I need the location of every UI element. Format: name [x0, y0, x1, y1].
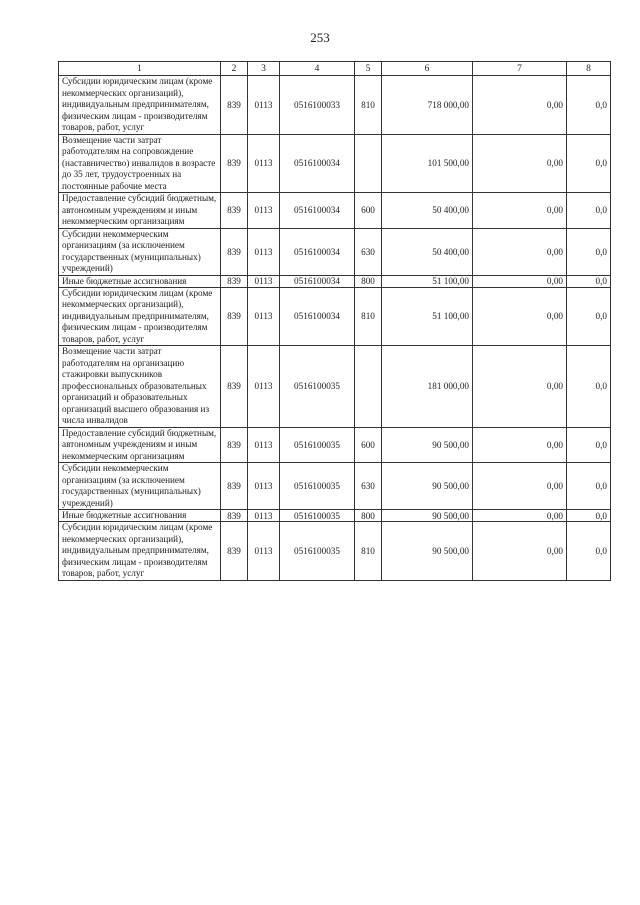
expense-type: 630 — [355, 228, 382, 275]
section-code: 0113 — [248, 275, 280, 287]
table-row — [59, 76, 611, 135]
amount-col7: 0,00 — [473, 510, 567, 522]
section-code: 0113 — [248, 463, 280, 510]
amount: 51 100,00 — [382, 275, 473, 287]
target-article: 0516100035 — [280, 427, 355, 463]
table-row — [59, 275, 611, 287]
amount-col7: 0,00 — [473, 463, 567, 510]
amount-col7: 0,00 — [473, 346, 567, 428]
row-name: Субсидии некоммерческим организациям (за исключением государственных (муниципальных) учреждений) — [59, 228, 221, 275]
row-name: Возмещение части затрат работодателям на сопровождение (наставничество) инвалидов в возрасте до 35 лет, трудоустроенных на постоянные рабочие места — [59, 134, 221, 193]
table-row — [59, 522, 611, 581]
ministry-code: 839 — [221, 346, 248, 428]
table-row — [59, 427, 611, 463]
target-article: 0516100034 — [280, 134, 355, 193]
amount-col7: 0,00 — [473, 76, 567, 135]
amount-col7: 0,00 — [473, 134, 567, 193]
expense-type — [355, 346, 382, 428]
ministry-code: 839 — [221, 228, 248, 275]
header-row — [59, 62, 611, 76]
expense-type: 810 — [355, 287, 382, 346]
page-number: 253 — [310, 30, 330, 45]
amount: 181 000,00 — [382, 346, 473, 428]
amount: 90 500,00 — [382, 427, 473, 463]
expense-type: 600 — [355, 427, 382, 463]
amount-col8: 0,0 — [567, 427, 611, 463]
row-name: Предоставление субсидий бюджетным, автономным учреждениям и иным некоммерческим организациям — [59, 193, 221, 229]
amount-col7: 0,00 — [473, 228, 567, 275]
target-article: 0516100033 — [280, 76, 355, 135]
section-code: 0113 — [248, 228, 280, 275]
table-row — [59, 287, 611, 346]
section-code: 0113 — [248, 510, 280, 522]
budget-table — [58, 61, 611, 581]
amount-col7: 0,00 — [473, 275, 567, 287]
header-cell: 7 — [473, 62, 567, 76]
ministry-code: 839 — [221, 134, 248, 193]
row-name: Предоставление субсидий бюджетным, автономным учреждениям и иным некоммерческим организациям — [59, 427, 221, 463]
amount-col8: 0,0 — [567, 287, 611, 346]
amount-col7: 0,00 — [473, 427, 567, 463]
row-name: Субсидии юридическим лицам (кроме некоммерческих организаций), индивидуальным предпринимателям, физическим лицам - производителям товаров, работ, услуг — [59, 522, 221, 581]
amount: 90 500,00 — [382, 522, 473, 581]
section-code: 0113 — [248, 287, 280, 346]
expense-type: 630 — [355, 463, 382, 510]
ministry-code: 839 — [221, 463, 248, 510]
row-name: Иные бюджетные ассигнования — [59, 510, 221, 522]
ministry-code: 839 — [221, 427, 248, 463]
table-row — [59, 193, 611, 229]
amount: 101 500,00 — [382, 134, 473, 193]
header-cell: 1 — [59, 62, 221, 76]
section-code: 0113 — [248, 193, 280, 229]
amount: 718 000,00 — [382, 76, 473, 135]
row-name: Субсидии некоммерческим организациям (за исключением государственных (муниципальных) учреждений) — [59, 463, 221, 510]
amount-col8: 0,0 — [567, 76, 611, 135]
expense-type: 800 — [355, 510, 382, 522]
target-article: 0516100035 — [280, 510, 355, 522]
amount-col8: 0,0 — [567, 522, 611, 581]
row-name: Субсидии юридическим лицам (кроме некоммерческих организаций), индивидуальным предпринимателям, физическим лицам - производителям товаров, работ, услуг — [59, 76, 221, 135]
header-cell: 4 — [280, 62, 355, 76]
amount-col8: 0,0 — [567, 510, 611, 522]
amount-col8: 0,0 — [567, 463, 611, 510]
section-code: 0113 — [248, 76, 280, 135]
table-row — [59, 228, 611, 275]
header-cell: 6 — [382, 62, 473, 76]
ministry-code: 839 — [221, 275, 248, 287]
amount-col7: 0,00 — [473, 193, 567, 229]
header-cell: 3 — [248, 62, 280, 76]
section-code: 0113 — [248, 427, 280, 463]
amount-col8: 0,0 — [567, 275, 611, 287]
table-row — [59, 463, 611, 510]
ministry-code: 839 — [221, 287, 248, 346]
amount-col8: 0,0 — [567, 228, 611, 275]
amount: 90 500,00 — [382, 463, 473, 510]
row-name: Возмещение части затрат работодателям на организацию стажировки выпускников профессиональных образовательных организаций и образовательных организаций высшего образования из числа инвалидов — [59, 346, 221, 428]
section-code: 0113 — [248, 522, 280, 581]
target-article: 0516100035 — [280, 522, 355, 581]
row-name: Иные бюджетные ассигнования — [59, 275, 221, 287]
ministry-code: 839 — [221, 510, 248, 522]
target-article: 0516100034 — [280, 287, 355, 346]
expense-type — [355, 134, 382, 193]
target-article: 0516100034 — [280, 193, 355, 229]
ministry-code: 839 — [221, 76, 248, 135]
row-name: Субсидии юридическим лицам (кроме некоммерческих организаций), индивидуальным предпринимателям, физическим лицам - производителям товаров, работ, услуг — [59, 287, 221, 346]
amount-col7: 0,00 — [473, 287, 567, 346]
amount: 51 100,00 — [382, 287, 473, 346]
table-row — [59, 510, 611, 522]
expense-type: 600 — [355, 193, 382, 229]
amount-col8: 0,0 — [567, 193, 611, 229]
target-article: 0516100034 — [280, 228, 355, 275]
section-code: 0113 — [248, 346, 280, 428]
amount-col8: 0,0 — [567, 134, 611, 193]
expense-type: 810 — [355, 522, 382, 581]
table-row — [59, 346, 611, 428]
header-cell: 5 — [355, 62, 382, 76]
table-row — [59, 134, 611, 193]
amount: 50 400,00 — [382, 228, 473, 275]
header-cell: 8 — [567, 62, 611, 76]
ministry-code: 839 — [221, 193, 248, 229]
ministry-code: 839 — [221, 522, 248, 581]
expense-type: 800 — [355, 275, 382, 287]
header-cell: 2 — [221, 62, 248, 76]
amount-col7: 0,00 — [473, 522, 567, 581]
section-code: 0113 — [248, 134, 280, 193]
target-article: 0516100034 — [280, 275, 355, 287]
expense-type: 810 — [355, 76, 382, 135]
amount: 90 500,00 — [382, 510, 473, 522]
amount: 50 400,00 — [382, 193, 473, 229]
target-article: 0516100035 — [280, 346, 355, 428]
target-article: 0516100035 — [280, 463, 355, 510]
amount-col8: 0,0 — [567, 346, 611, 428]
